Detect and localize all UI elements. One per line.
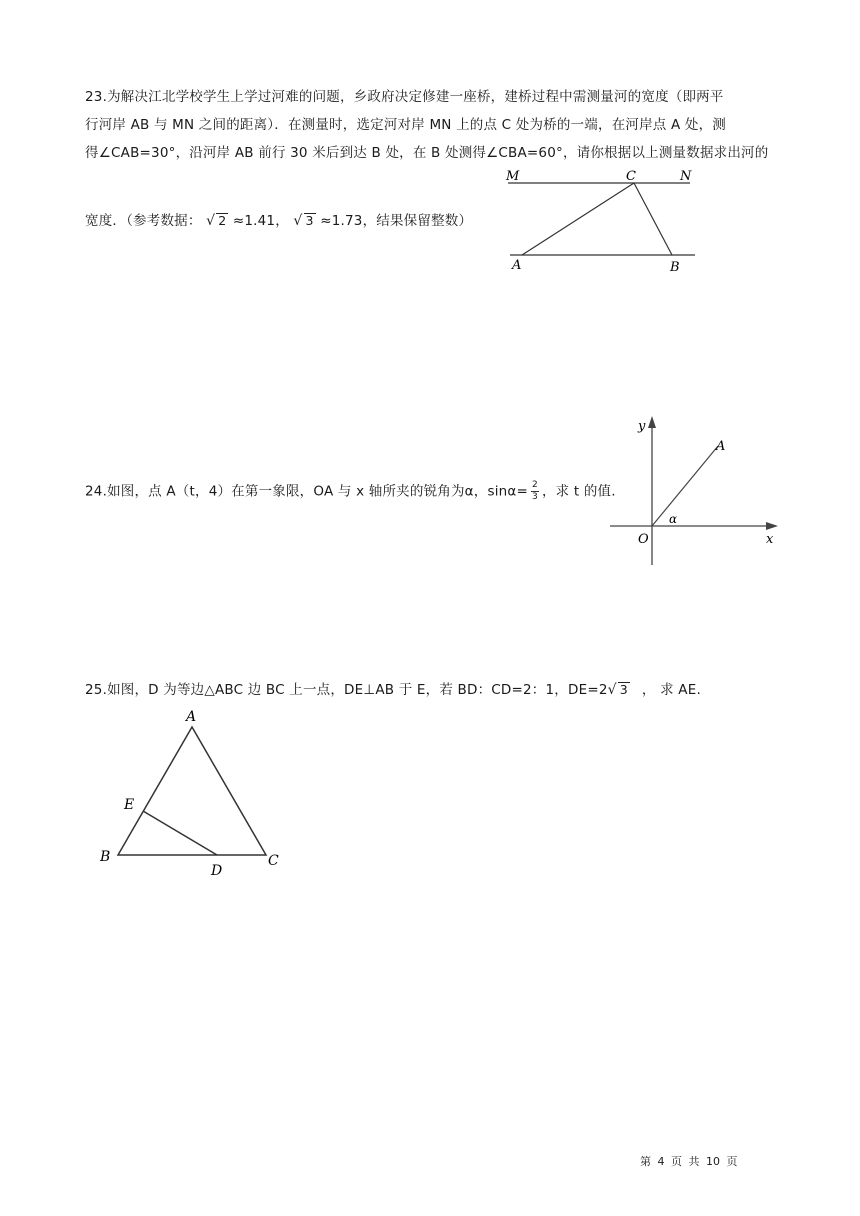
q23-line-4 xyxy=(85,211,472,231)
q25-text-b: ， 求 AE. xyxy=(641,682,701,698)
sqrt-2-radicand: 2 xyxy=(218,213,227,228)
q25-text-a: 25.如图，D 为等边△ABC 边 BC 上一点，DE⊥AB 于 E，若 BD：CD=2：1，DE=2 xyxy=(85,682,608,698)
triangle-abc xyxy=(118,727,266,855)
q24-text-a: 24.如图，点 A（t，4）在第一象限，OA 与 x 轴所夹的锐角为α，sinα= xyxy=(85,483,529,500)
q23-line-2: 行河岸 AB 与 MN 之间的距离）．在测量时，选定河对岸 MN 上的点 C 处为桥的一端，在河岸点 A 处，测 xyxy=(85,117,727,133)
fraction-denominator: 3 xyxy=(532,492,538,502)
label-n: N xyxy=(680,169,692,184)
page-footer: 第 4 页 共 10 页 xyxy=(640,1155,738,1168)
sqrt-3: √ 3 xyxy=(293,213,314,229)
label-a: A xyxy=(512,258,522,273)
sqrt-3: √ 3 xyxy=(607,682,628,698)
segment-oa xyxy=(652,446,718,526)
label-o: O xyxy=(638,532,649,547)
q23-line-3: 得∠CAB=30°，沿河岸 AB 前行 30 米后到达 B 处，在 B 处测得∠CBA=60°，请你根据以上测量数据求出河的 xyxy=(85,145,769,161)
fraction-two-thirds xyxy=(531,480,539,503)
segment-ac xyxy=(522,183,634,255)
label-alpha: α xyxy=(669,512,678,526)
label-e: E xyxy=(124,797,135,813)
label-a: A xyxy=(186,709,197,725)
label-y: y xyxy=(638,419,646,434)
q23-approx-2: ≈1.73，结果保留整数） xyxy=(320,213,473,229)
sqrt-3-radicand: 3 xyxy=(619,682,628,697)
label-b: B xyxy=(100,849,111,865)
q25-triangle-figure xyxy=(90,705,290,880)
q23-reference-label: 宽度．（参考数据： xyxy=(85,213,202,229)
sqrt-2: √ 2 xyxy=(206,213,227,229)
q23-approx-1: ≈1.41， xyxy=(232,213,289,229)
segment-cb xyxy=(634,183,672,255)
segment-de xyxy=(143,811,217,855)
label-c: C xyxy=(268,853,279,869)
label-a: A xyxy=(716,439,726,454)
label-b: B xyxy=(670,260,680,275)
y-axis-arrow-icon xyxy=(648,416,656,428)
q23-river-figure xyxy=(500,165,710,275)
q24-line xyxy=(85,480,616,503)
label-c: C xyxy=(626,169,636,184)
q25-line xyxy=(85,680,701,700)
q23-line-1: 23.为解决江北学校学生上学过河难的问题，乡政府决定修建一座桥，建桥过程中需测量河的宽度（即两平 xyxy=(85,89,724,105)
x-axis-arrow-icon xyxy=(766,522,778,530)
label-x: x xyxy=(766,532,774,547)
q24-text-b: ，求 t 的值. xyxy=(541,483,616,500)
label-d: D xyxy=(211,863,223,879)
q24-coordinate-figure xyxy=(600,410,790,575)
label-m: M xyxy=(506,169,520,184)
fraction-numerator: 2 xyxy=(532,480,538,490)
sqrt-3-radicand: 3 xyxy=(305,213,314,228)
